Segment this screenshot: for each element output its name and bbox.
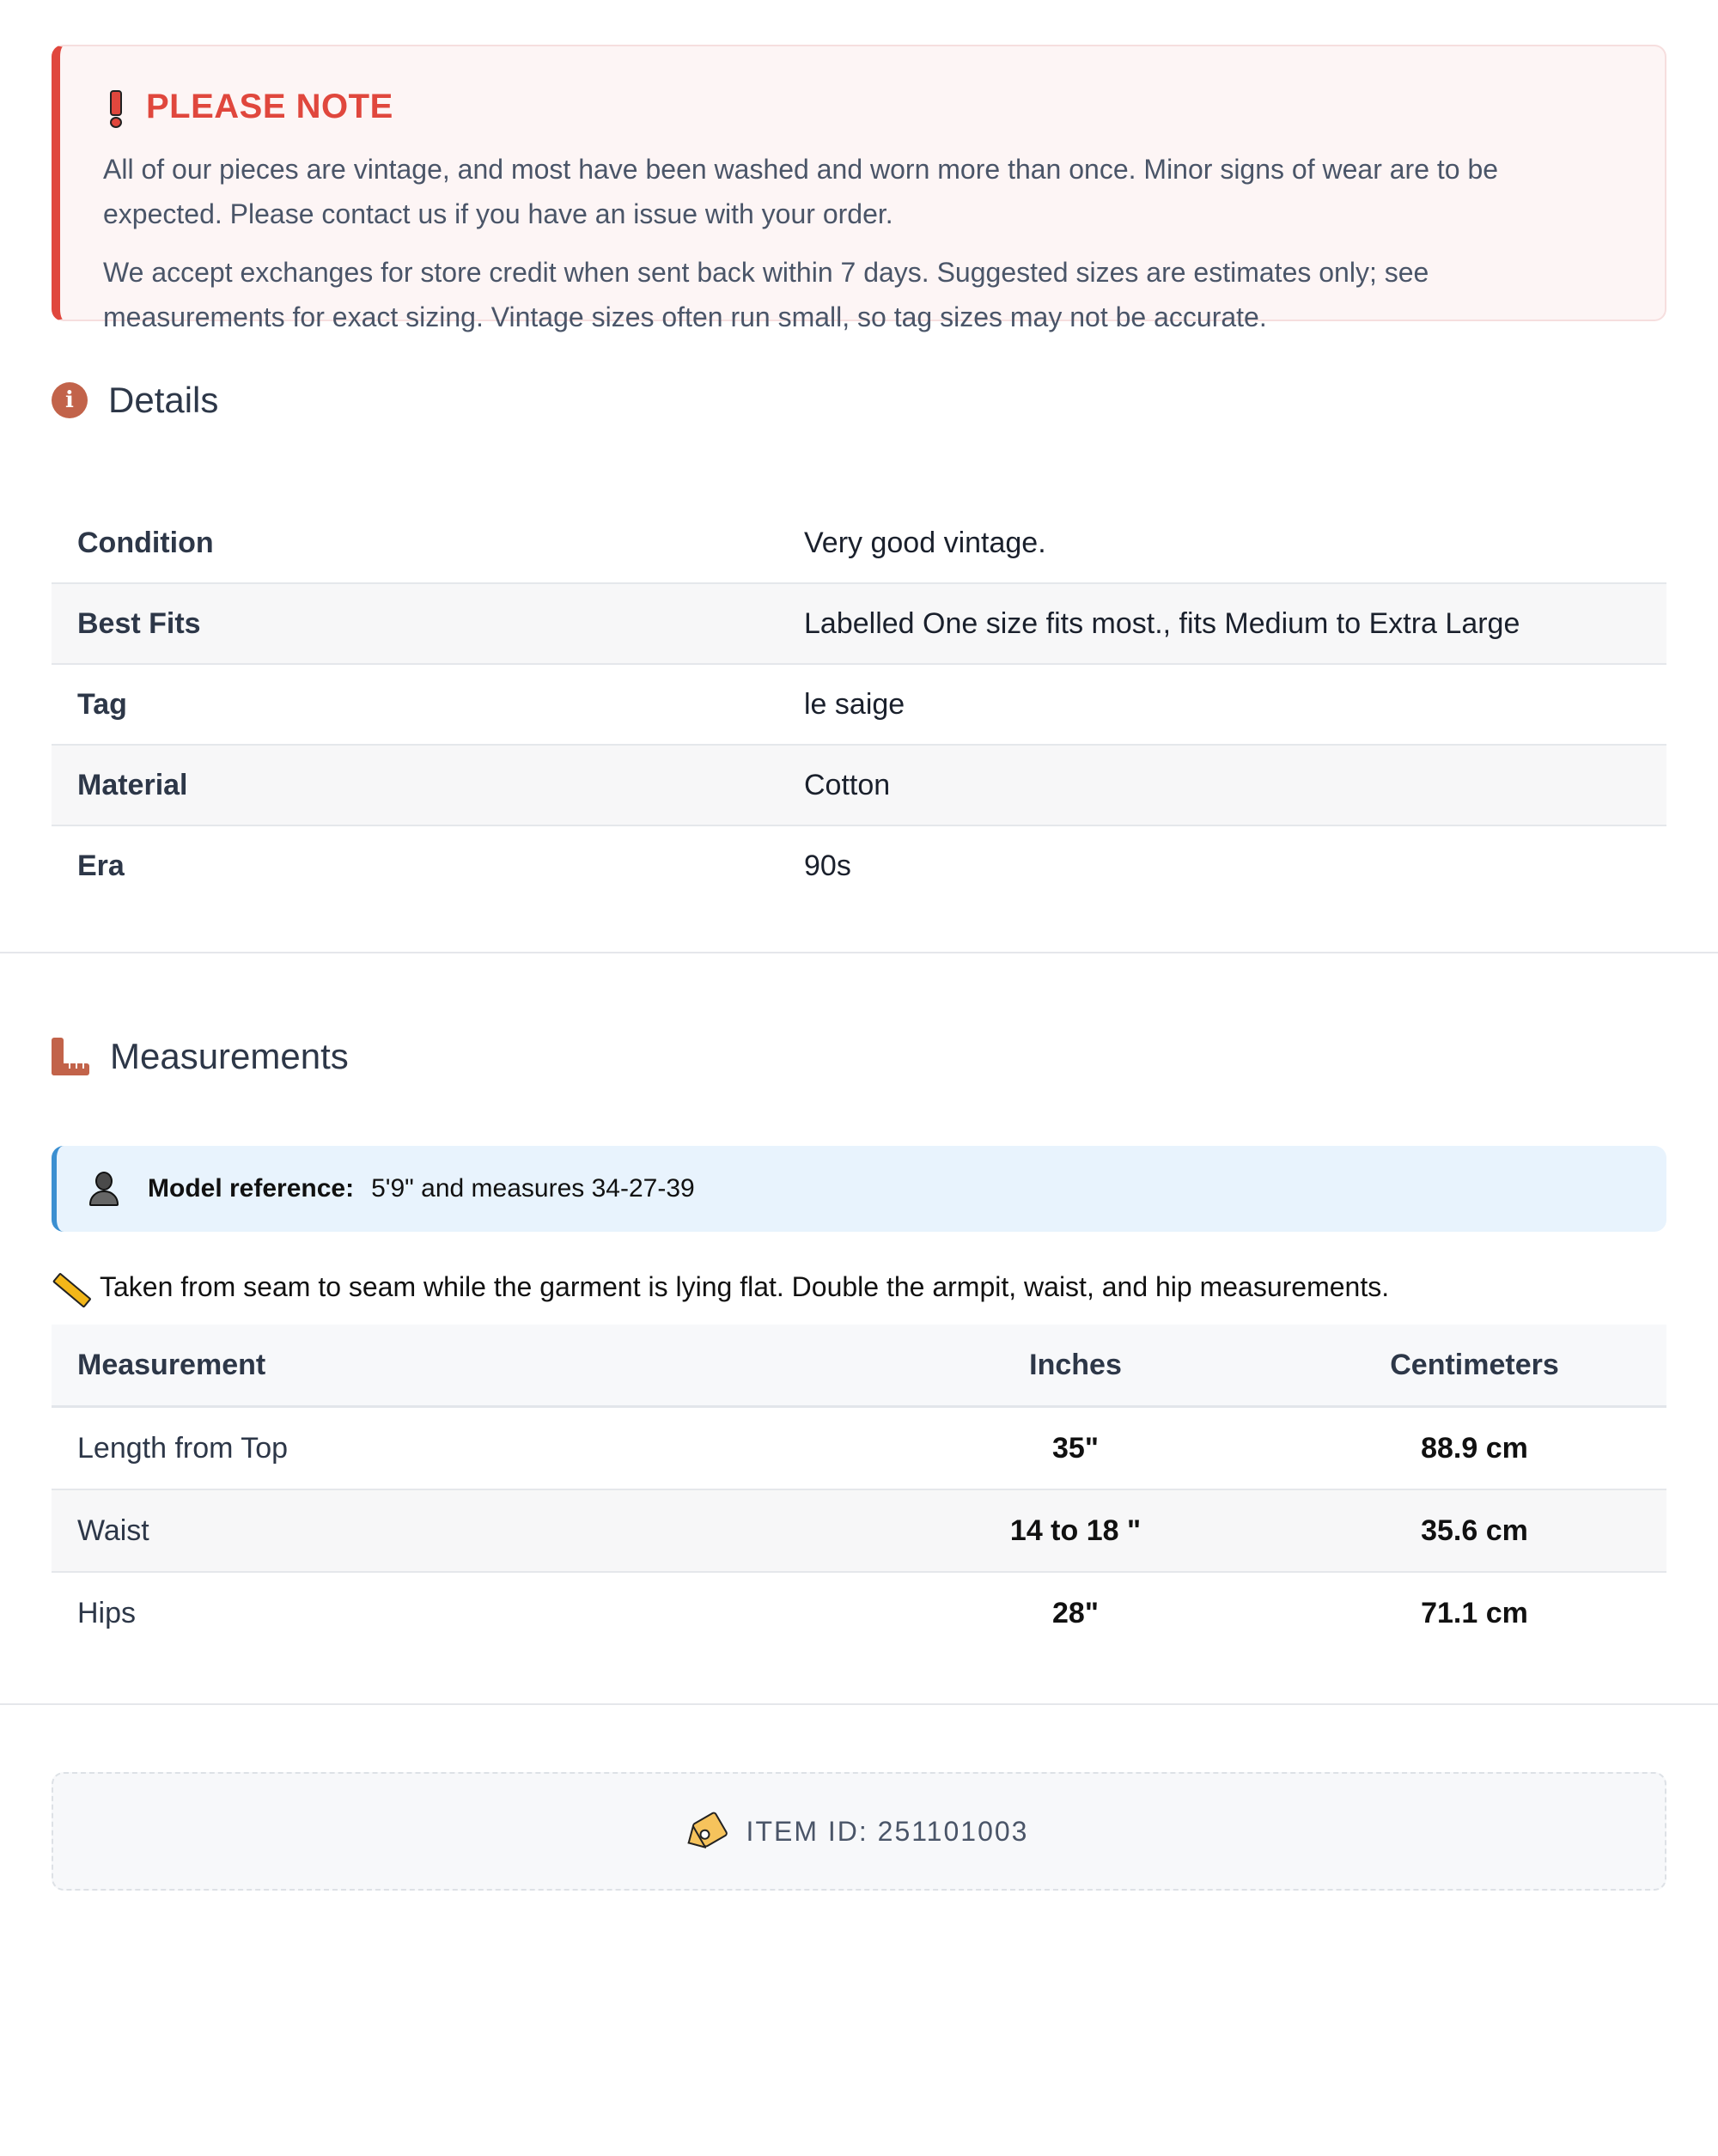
detail-value: Very good vintage. [778, 503, 1666, 583]
detail-label: Era [77, 849, 125, 882]
info-icon: i [52, 382, 88, 418]
detail-label: Material [52, 745, 778, 825]
section-divider [0, 952, 1718, 953]
measurement-name: Waist [52, 1489, 868, 1572]
please-note-title: PLEASE NOTE [146, 88, 393, 125]
table-row [52, 825, 1666, 905]
measurement-cm: 35.6 cm [1282, 1489, 1666, 1572]
ruler-pencil-icon [52, 1270, 86, 1304]
detail-label: Tag [52, 664, 778, 745]
measurement-cm: 71.1 cm [1421, 1596, 1528, 1629]
detail-value: Labelled One size fits most., fits Medium to Extra Large [778, 583, 1666, 664]
column-header-inches: Inches [868, 1325, 1282, 1407]
table-row [52, 1407, 1666, 1490]
measurements-table [52, 1325, 1666, 1654]
measurement-name: Length from Top [52, 1407, 868, 1490]
table-row [52, 503, 1666, 583]
measurements-title: Measurements [110, 1036, 349, 1076]
item-id-box [52, 1772, 1666, 1891]
please-note-paragraph-1: All of our pieces are vintage, and most have been washed and worn more than once. Minor signs of wear are to be expected. Please contact us if you have an issue with your order. [103, 154, 1499, 229]
please-note-header [103, 88, 1617, 126]
column-header-centimeters: Centimeters [1282, 1325, 1666, 1407]
ruler-icon [52, 1038, 89, 1075]
detail-value: le saige [778, 664, 1666, 745]
details-table [52, 503, 1666, 905]
table-header-row [52, 1325, 1666, 1407]
detail-label: Condition [52, 503, 778, 583]
measurements-header [52, 1036, 1666, 1077]
measurement-cm: 88.9 cm [1282, 1407, 1666, 1490]
detail-value: 90s [804, 849, 851, 882]
section-divider [0, 1703, 1718, 1705]
measurement-inches: 14 to 18 " [868, 1489, 1282, 1572]
please-note-box [52, 45, 1666, 332]
detail-value: Cotton [778, 745, 1666, 825]
table-row [52, 1489, 1666, 1572]
details-title: Details [108, 380, 219, 420]
table-row [52, 664, 1666, 745]
measurement-instructions [52, 1270, 1666, 1304]
please-note-paragraph-2: We accept exchanges for store credit when sent back within 7 days. Suggested sizes are estimates only; see measurements for exact sizing. Vintage sizes often run small, so tag sizes may not be accurate. [103, 257, 1429, 332]
table-row [52, 745, 1666, 825]
detail-label: Best Fits [52, 583, 778, 664]
measurement-name: Hips [77, 1596, 137, 1629]
model-reference-label: Model reference: [148, 1174, 355, 1203]
person-icon [89, 1172, 119, 1206]
measurement-inches: 35" [868, 1407, 1282, 1490]
measurement-inches: 28" [1052, 1596, 1099, 1629]
model-reference-box [52, 1146, 1666, 1232]
exclamation-icon [103, 90, 125, 125]
model-reference-value: 5'9" and measures 34-27-39 [371, 1174, 695, 1203]
item-id-text: ITEM ID: 251101003 [746, 1815, 1029, 1847]
details-header [52, 380, 1666, 421]
table-row [52, 1572, 1666, 1654]
column-header-measurement: Measurement [52, 1325, 868, 1407]
tag-icon [685, 1811, 728, 1852]
instructions-text: Taken from seam to seam while the garment is lying flat. Double the armpit, waist, and hip measurements. [100, 1270, 1390, 1302]
table-row [52, 583, 1666, 664]
